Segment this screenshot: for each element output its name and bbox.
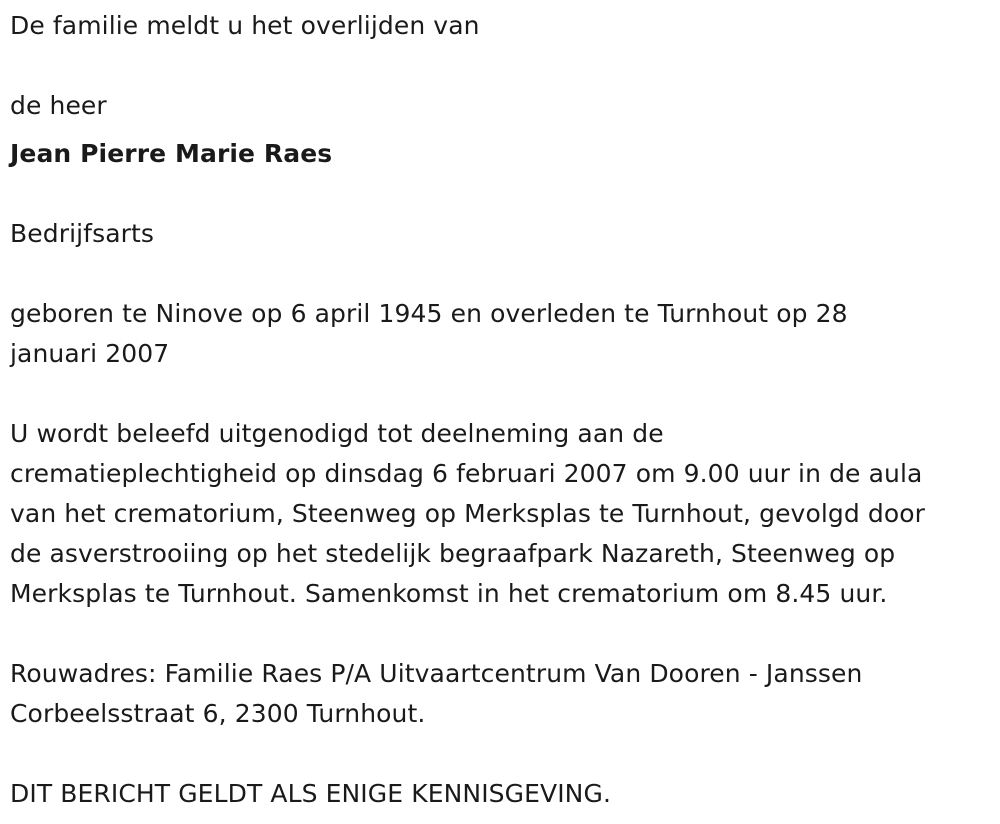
invitation-line: crematieplechtigheid op dinsdag 6 februari 2007 om 9.00 uur in de aula: [10, 459, 923, 488]
invitation-line: Merksplas te Turnhout. Samenkomst in het crematorium om 8.45 uur.: [10, 579, 888, 608]
invitation-line: de asverstrooiing op het stedelijk begraafpark Nazareth, Steenweg op: [10, 539, 896, 568]
intro-text: De familie meldt u het overlijden van: [10, 11, 480, 40]
notice-text: DIT BERICHT GELDT ALS ENIGE KENNISGEVING.: [10, 779, 611, 808]
birth-death-line: januari 2007: [10, 339, 170, 368]
deceased-name: Jean Pierre Marie Raes: [10, 139, 333, 168]
birth-death-line: geboren te Ninove op 6 april 1945 en overleden te Turnhout op 28: [10, 299, 848, 328]
invitation-line: van het crematorium, Steenweg op Merksplas te Turnhout, gevolgd door: [10, 499, 926, 528]
invitation-line: U wordt beleefd uitgenodigd tot deelneming aan de: [10, 419, 664, 448]
honorific: de heer: [10, 91, 107, 120]
address-line: Rouwadres: Familie Raes P/A Uitvaartcentrum Van Dooren - Janssen: [10, 659, 863, 688]
profession: Bedrijfsarts: [10, 219, 155, 248]
address-line: Corbeelsstraat 6, 2300 Turnhout.: [10, 699, 426, 728]
